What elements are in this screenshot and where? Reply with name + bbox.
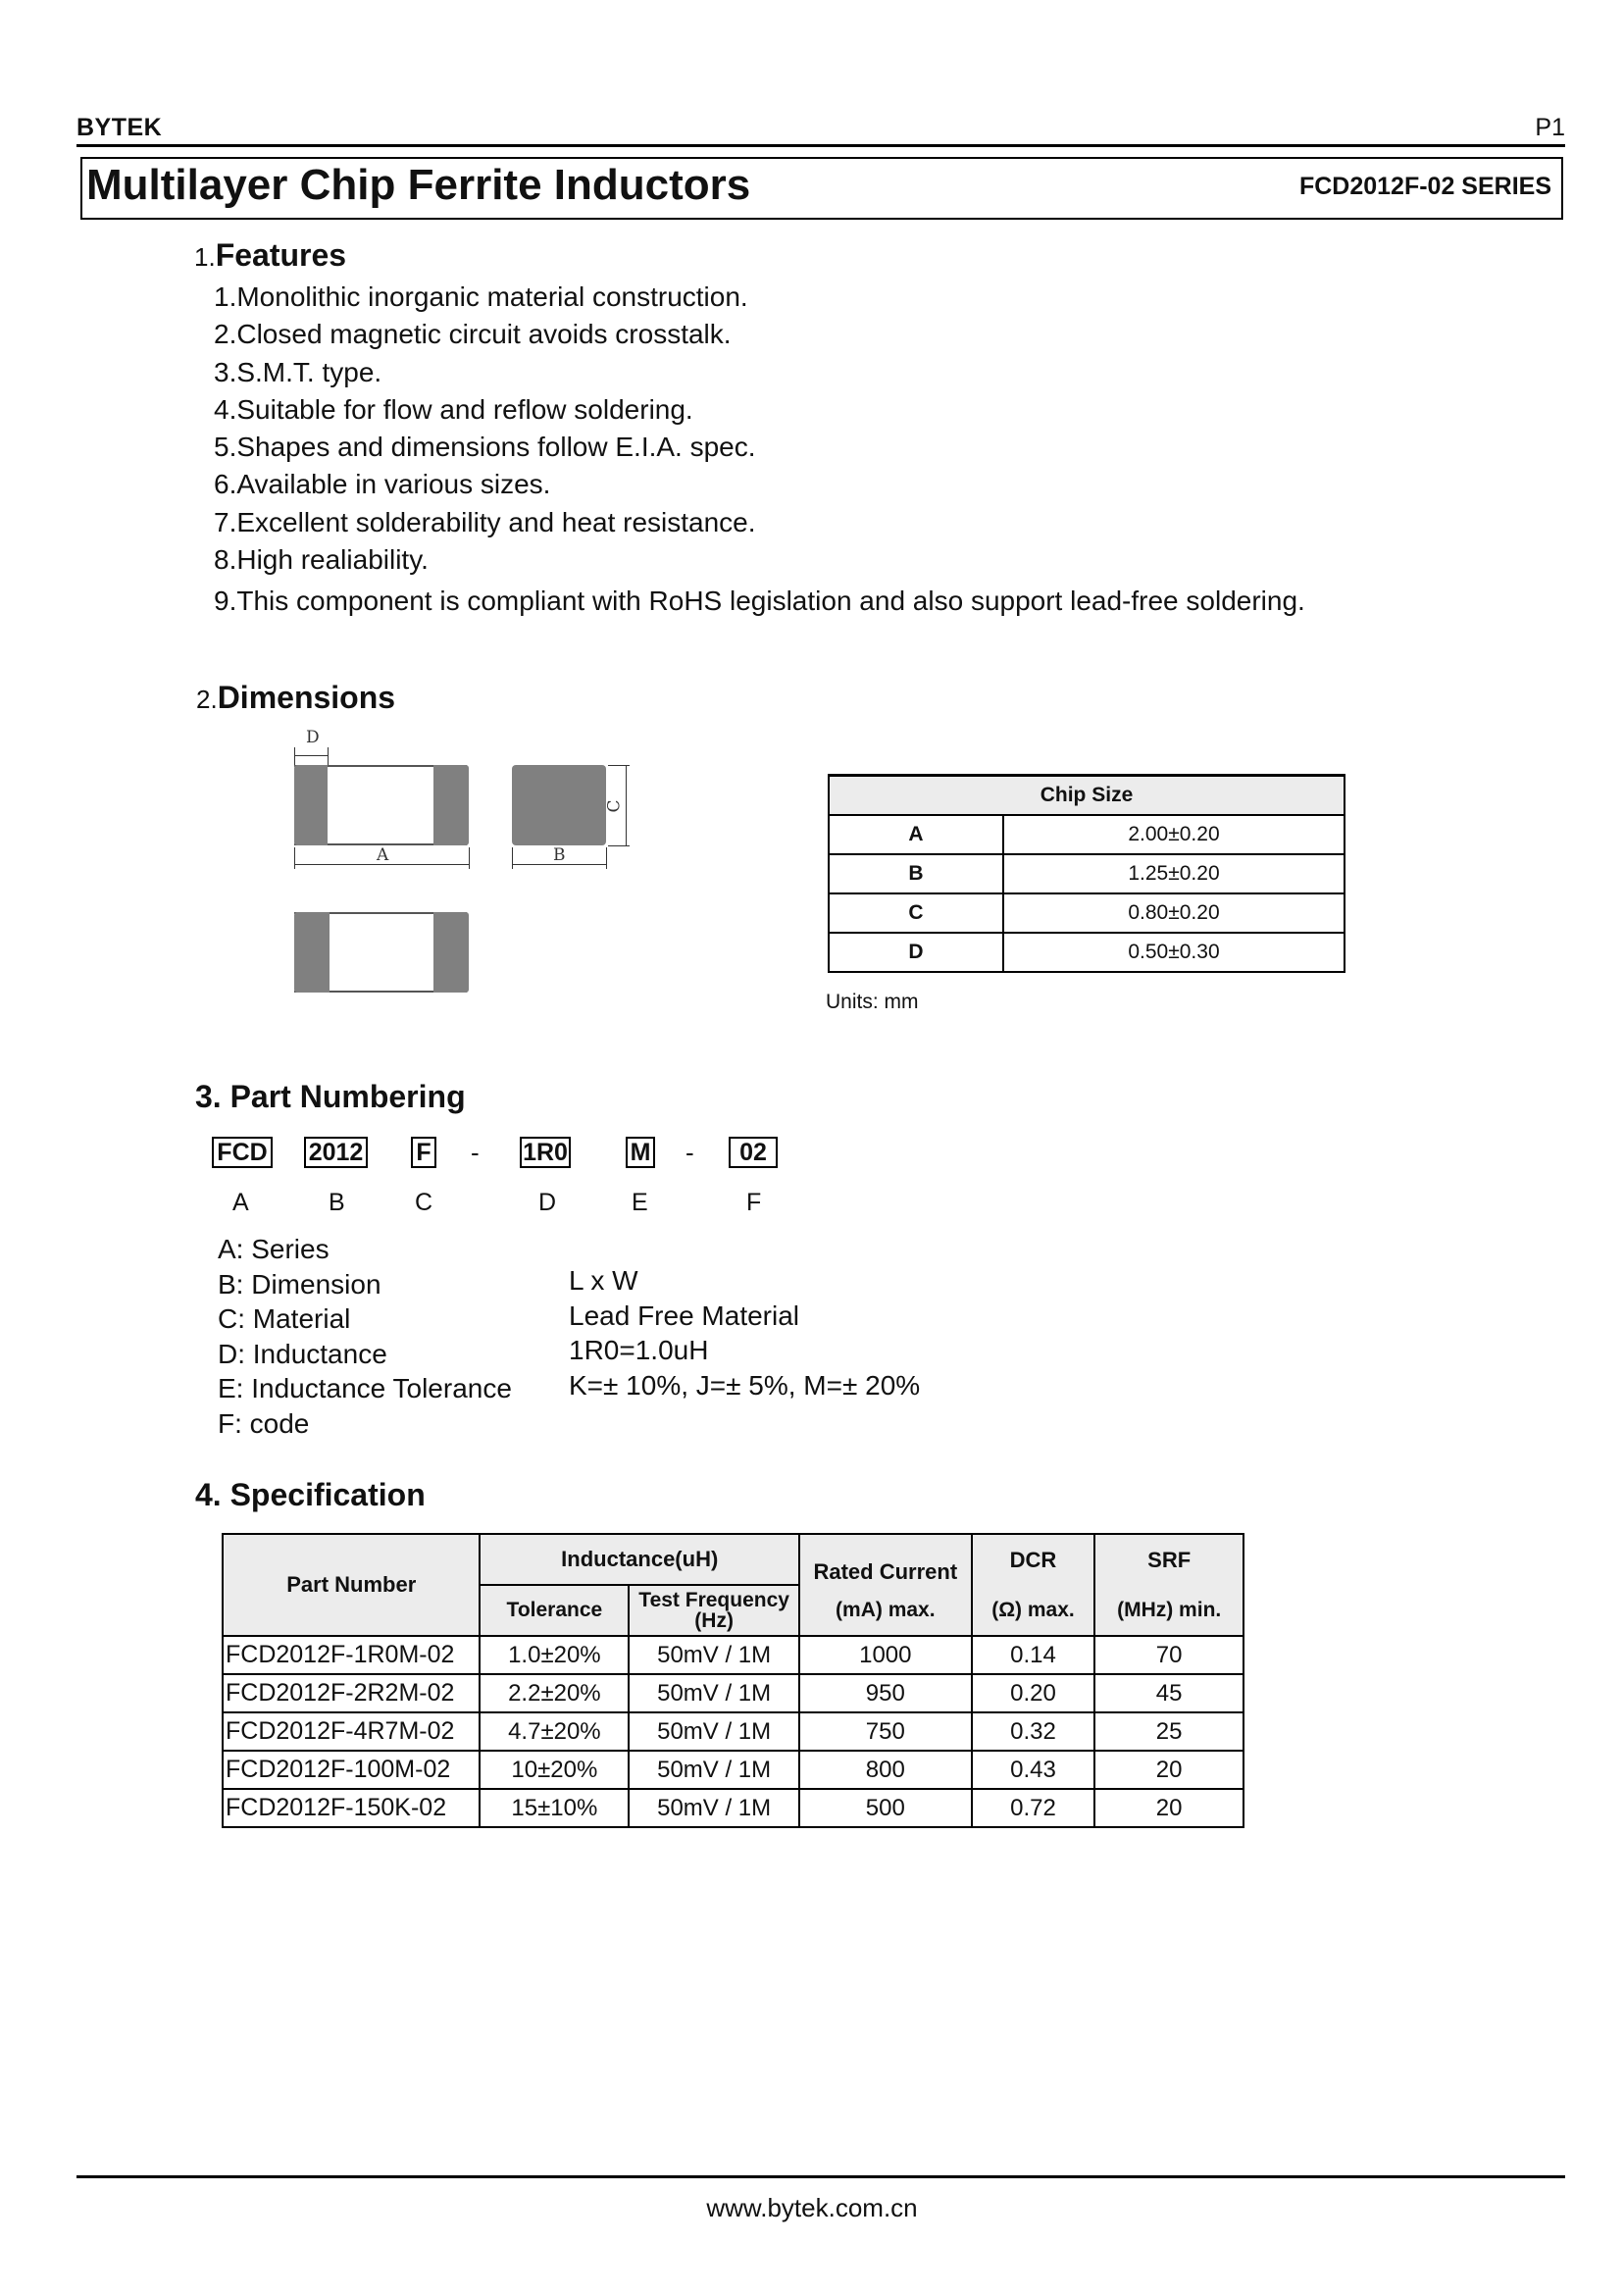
col-srf-unit: (MHz) min. bbox=[1094, 1585, 1243, 1636]
chip-size-table bbox=[828, 774, 1345, 973]
spec-frequency: 50mV / 1M bbox=[629, 1789, 799, 1827]
spec-srf: 20 bbox=[1094, 1789, 1243, 1827]
table-row bbox=[829, 933, 1345, 972]
table-row bbox=[829, 854, 1345, 893]
header-divider bbox=[76, 144, 1565, 147]
dim-value: 2.00±0.20 bbox=[1003, 815, 1345, 854]
spec-part: FCD2012F-100M-02 bbox=[223, 1751, 480, 1789]
table-row bbox=[223, 1636, 1243, 1674]
spec-current: 800 bbox=[799, 1751, 972, 1789]
value-item: Lead Free Material bbox=[569, 1300, 800, 1331]
feature-item: 9.This component is compliant with RoHS legislation and also support lead-free soldering. bbox=[214, 586, 1305, 617]
code-series: FCD bbox=[212, 1137, 273, 1168]
page-number: P1 bbox=[1535, 114, 1565, 141]
code-inductance: 1R0 bbox=[520, 1137, 571, 1168]
spec-tolerance: 4.7±20% bbox=[480, 1712, 629, 1751]
test-frequency-line2: (Hz) bbox=[694, 1609, 734, 1632]
test-frequency-line1: Test Frequency bbox=[638, 1589, 789, 1611]
spec-tolerance: 2.2±20% bbox=[480, 1674, 629, 1712]
spec-dcr: 0.72 bbox=[972, 1789, 1095, 1827]
code-letter: A bbox=[232, 1189, 249, 1216]
part-code-descriptions bbox=[218, 1232, 512, 1441]
col-dcr: DCR bbox=[972, 1534, 1095, 1585]
col-rated-current: Rated Current bbox=[799, 1534, 972, 1585]
code-letter: B bbox=[329, 1189, 345, 1216]
dim-key: D bbox=[829, 933, 1003, 972]
value-item: L x W bbox=[569, 1265, 638, 1296]
feature-item: 7.Excellent solderability and heat resistance. bbox=[214, 506, 756, 537]
table-row bbox=[223, 1789, 1243, 1827]
col-srf: SRF bbox=[1094, 1534, 1243, 1585]
code-dash: - bbox=[685, 1138, 694, 1167]
document-title: Multilayer Chip Ferrite Inductors bbox=[86, 161, 751, 209]
table-row bbox=[223, 1712, 1243, 1751]
feature-item: 6.Available in various sizes. bbox=[214, 469, 551, 500]
code-tolerance: M bbox=[626, 1137, 655, 1168]
spec-srf: 45 bbox=[1094, 1674, 1243, 1712]
spec-tolerance: 10±20% bbox=[480, 1751, 629, 1789]
feature-item: 5.Shapes and dimensions follow E.I.A. spec. bbox=[214, 432, 756, 463]
dim-label-a: A bbox=[377, 845, 389, 865]
feature-item: 8.High realiability. bbox=[214, 544, 429, 576]
dimensions-heading bbox=[196, 680, 395, 716]
series-label: FCD2012F-02 SERIES bbox=[1298, 173, 1551, 200]
code-letter: D bbox=[538, 1189, 557, 1216]
units-note: Units: mm bbox=[826, 991, 919, 1013]
col-dcr-unit: (Ω) max. bbox=[972, 1585, 1095, 1636]
desc-item: B: Dimension bbox=[218, 1268, 381, 1300]
spec-part: FCD2012F-1R0M-02 bbox=[223, 1636, 480, 1674]
brand-name: BYTEK bbox=[76, 114, 163, 141]
col-test-frequency bbox=[629, 1585, 799, 1636]
desc-item: C: Material bbox=[218, 1303, 351, 1334]
table-row bbox=[829, 893, 1345, 933]
code-letter: F bbox=[746, 1189, 762, 1216]
features-heading bbox=[194, 237, 346, 274]
col-rated-current-unit: (mA) max. bbox=[799, 1585, 972, 1636]
dimensions-number: 2. bbox=[196, 685, 218, 714]
dimension-drawing bbox=[284, 726, 657, 1000]
code-letter: C bbox=[415, 1189, 433, 1216]
spec-dcr: 0.43 bbox=[972, 1751, 1095, 1789]
feature-item: 3.S.M.T. type. bbox=[214, 356, 382, 387]
code-dash: - bbox=[471, 1138, 480, 1167]
dim-key: C bbox=[829, 893, 1003, 933]
table-row bbox=[829, 815, 1345, 854]
spec-srf: 25 bbox=[1094, 1712, 1243, 1751]
features-list bbox=[214, 279, 1305, 621]
dim-label-c: C bbox=[604, 799, 625, 813]
spec-frequency: 50mV / 1M bbox=[629, 1636, 799, 1674]
dim-label-b: B bbox=[553, 845, 566, 865]
feature-item: 2.Closed magnetic circuit avoids crosstalk. bbox=[214, 319, 732, 350]
spec-tolerance: 1.0±20% bbox=[480, 1636, 629, 1674]
code-code: 02 bbox=[729, 1137, 778, 1168]
spec-frequency: 50mV / 1M bbox=[629, 1712, 799, 1751]
spec-srf: 70 bbox=[1094, 1636, 1243, 1674]
spec-part: FCD2012F-150K-02 bbox=[223, 1789, 480, 1827]
specification-table bbox=[222, 1533, 1244, 1828]
part-numbering-title: 3. Part Numbering bbox=[195, 1079, 466, 1114]
desc-item: E: Inductance Tolerance bbox=[218, 1373, 512, 1403]
spec-srf: 20 bbox=[1094, 1751, 1243, 1789]
dim-key: A bbox=[829, 815, 1003, 854]
feature-item: 4.Suitable for flow and reflow soldering. bbox=[214, 393, 693, 425]
spec-dcr: 0.20 bbox=[972, 1674, 1095, 1712]
spec-current: 500 bbox=[799, 1789, 972, 1827]
desc-item: A: Series bbox=[218, 1234, 330, 1264]
spec-current: 950 bbox=[799, 1674, 972, 1712]
spec-frequency: 50mV / 1M bbox=[629, 1674, 799, 1712]
col-part-number: Part Number bbox=[223, 1534, 480, 1636]
code-letter: E bbox=[632, 1189, 648, 1216]
spec-frequency: 50mV / 1M bbox=[629, 1751, 799, 1789]
spec-tolerance: 15±10% bbox=[480, 1789, 629, 1827]
desc-item: D: Inductance bbox=[218, 1338, 387, 1369]
table-row bbox=[223, 1674, 1243, 1712]
dim-value: 0.50±0.30 bbox=[1003, 933, 1345, 972]
footer-website: www.bytek.com.cn bbox=[706, 2193, 918, 2222]
footer-divider bbox=[76, 2175, 1565, 2178]
spec-current: 1000 bbox=[799, 1636, 972, 1674]
dim-key: B bbox=[829, 854, 1003, 893]
spec-dcr: 0.32 bbox=[972, 1712, 1095, 1751]
code-dimension: 2012 bbox=[304, 1137, 368, 1168]
table-row bbox=[223, 1751, 1243, 1789]
chip-size-header: Chip Size bbox=[829, 776, 1345, 816]
value-item: K=± 10%, J=± 5%, M=± 20% bbox=[569, 1369, 921, 1401]
dim-value: 0.80±0.20 bbox=[1003, 893, 1345, 933]
col-inductance: Inductance(uH) bbox=[480, 1534, 799, 1585]
part-code-values bbox=[569, 1263, 920, 1402]
dim-value: 1.25±0.20 bbox=[1003, 854, 1345, 893]
spec-part: FCD2012F-4R7M-02 bbox=[223, 1712, 480, 1751]
col-tolerance: Tolerance bbox=[480, 1585, 629, 1636]
specification-title: 4. Specification bbox=[195, 1477, 426, 1512]
value-item: 1R0=1.0uH bbox=[569, 1335, 709, 1365]
feature-item: 1.Monolithic inorganic material construction. bbox=[214, 281, 748, 312]
dim-label-d: D bbox=[306, 728, 320, 747]
code-material: F bbox=[411, 1137, 436, 1168]
spec-dcr: 0.14 bbox=[972, 1636, 1095, 1674]
features-number: 1. bbox=[194, 242, 216, 272]
features-title: Features bbox=[215, 237, 347, 273]
spec-current: 750 bbox=[799, 1712, 972, 1751]
dimensions-title: Dimensions bbox=[217, 680, 396, 715]
desc-item: F: code bbox=[218, 1407, 310, 1439]
spec-part: FCD2012F-2R2M-02 bbox=[223, 1674, 480, 1712]
